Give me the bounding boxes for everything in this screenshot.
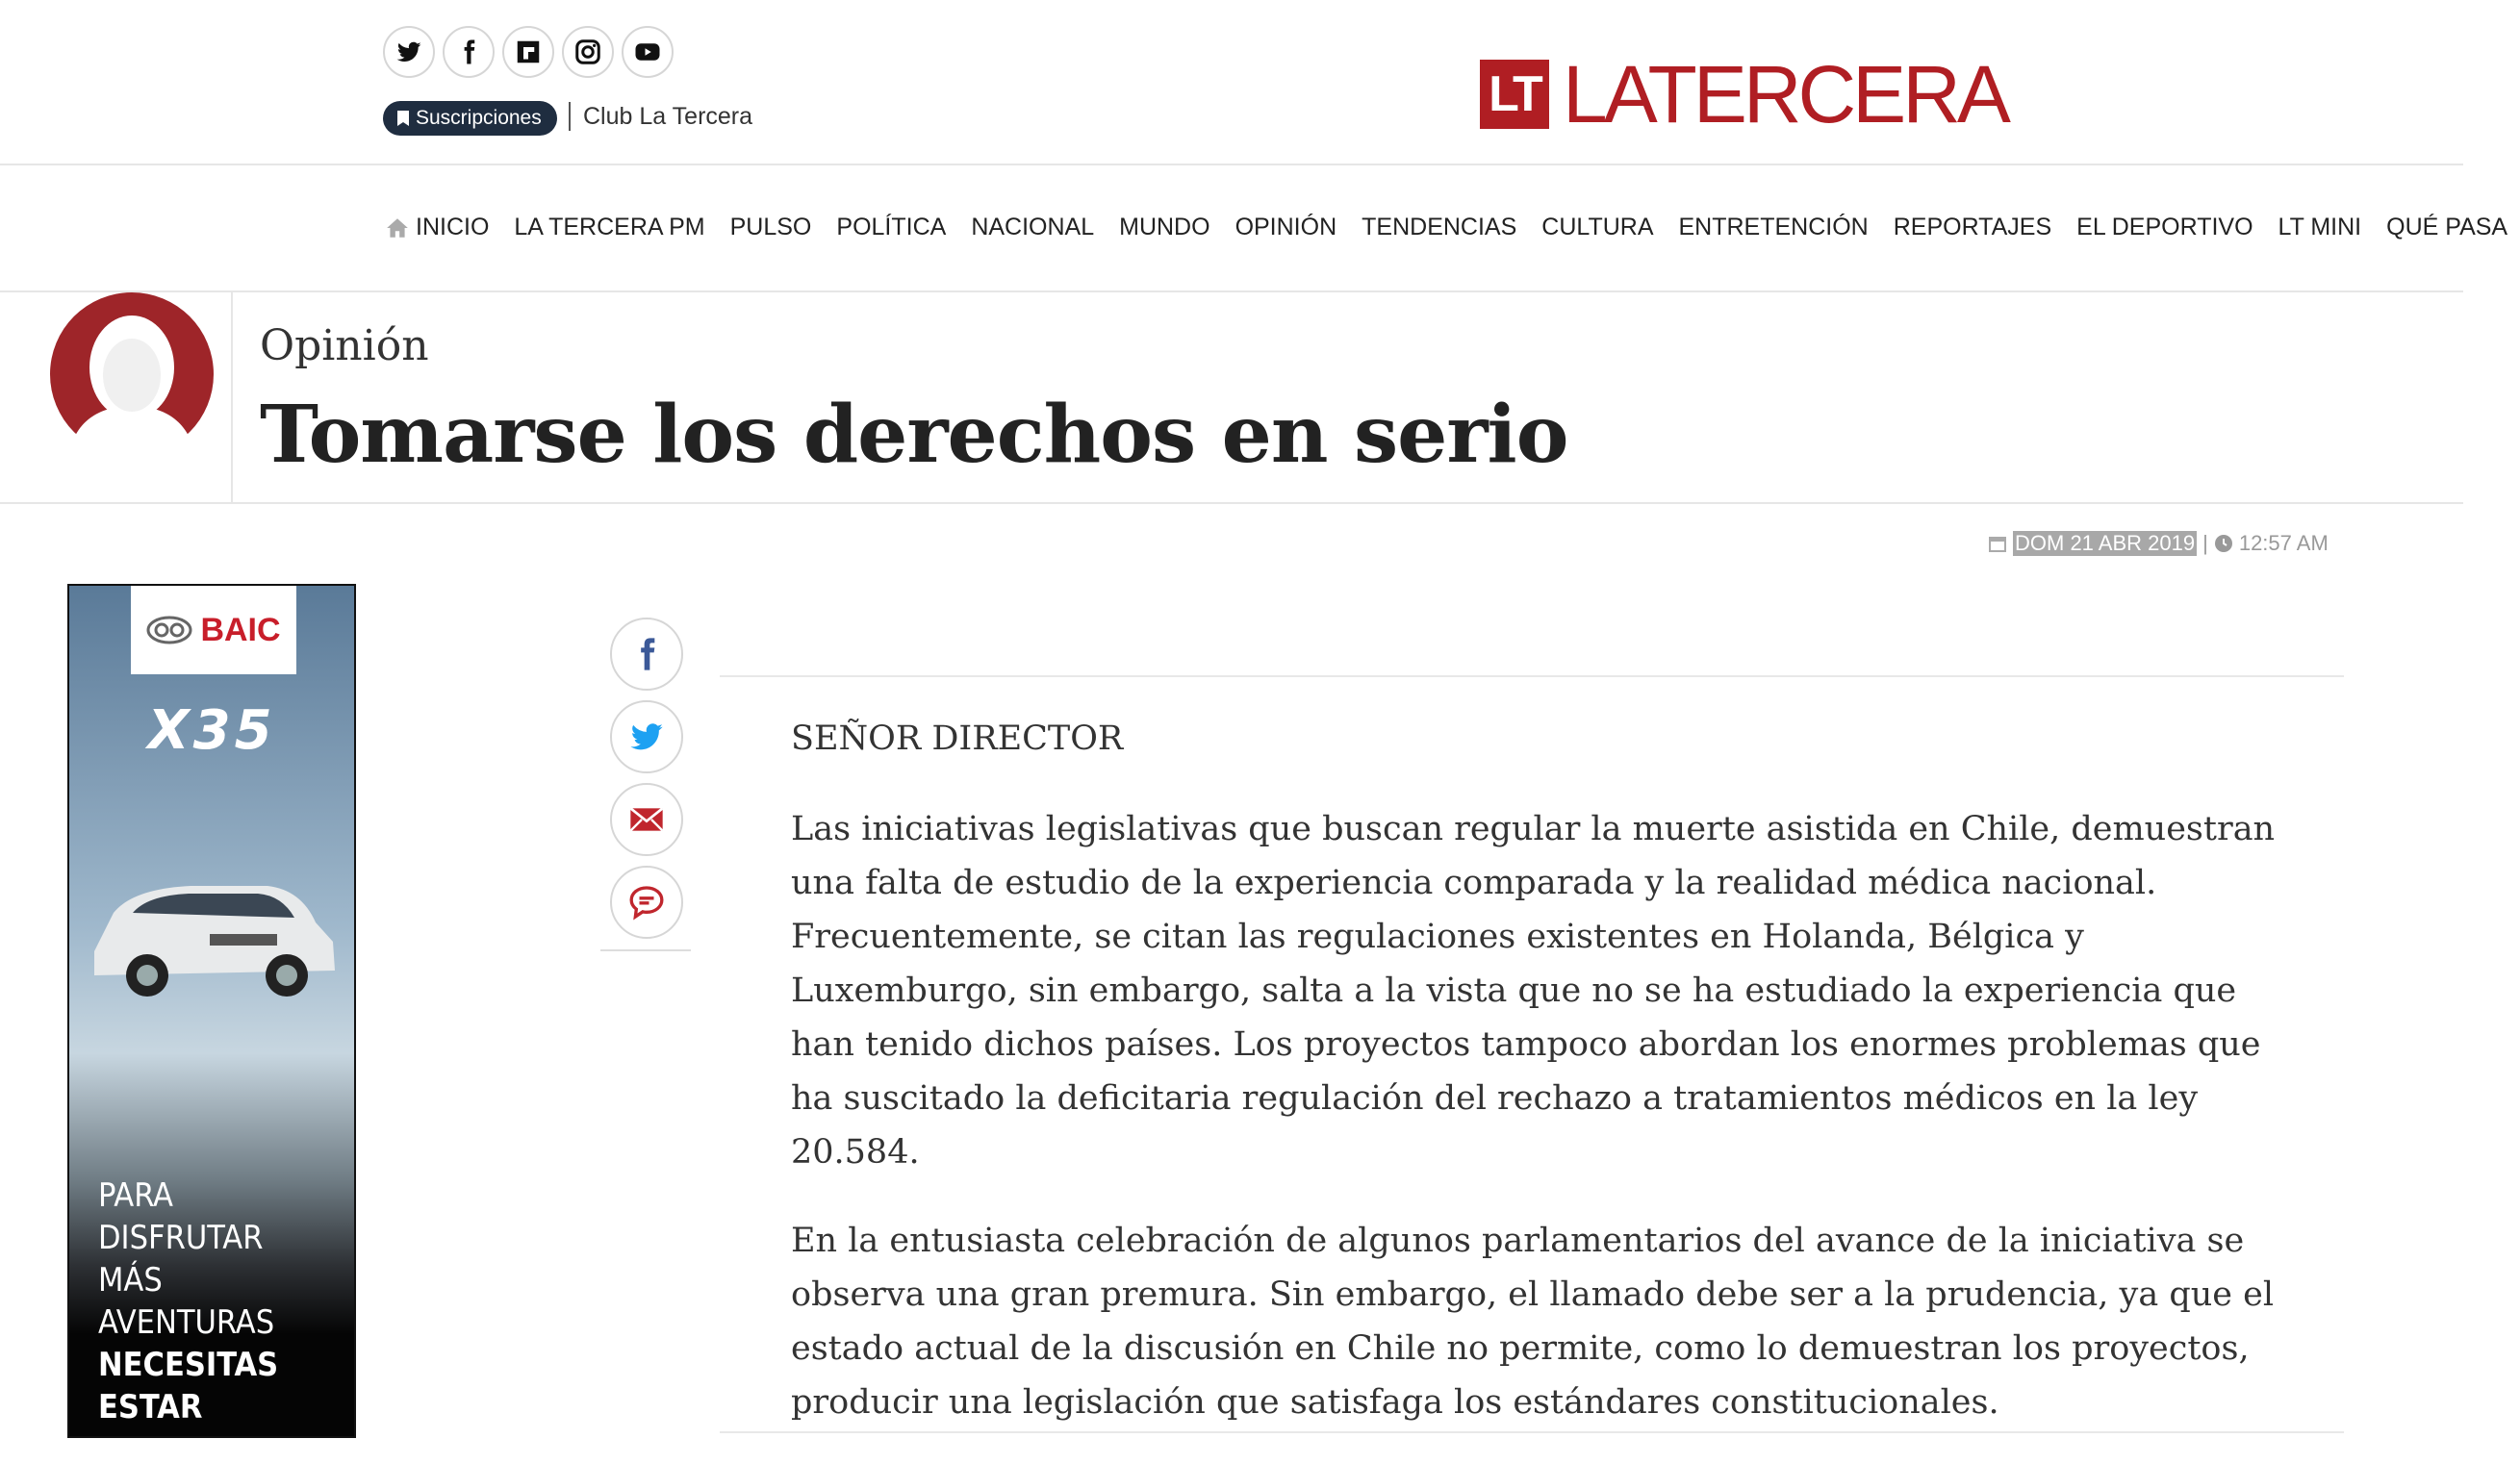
logo-text: LATERCERA bbox=[1563, 49, 2007, 139]
header-divider bbox=[569, 102, 571, 131]
ad-copy bbox=[98, 1174, 278, 1428]
share-bar bbox=[610, 618, 683, 939]
nav-item-la-tercera-pm[interactable]: LA TERCERA PM bbox=[514, 214, 705, 240]
main-nav bbox=[0, 165, 2508, 292]
calendar-icon bbox=[1988, 534, 2007, 553]
nav-item-mundo[interactable]: MUNDO bbox=[1119, 214, 1210, 240]
email-icon bbox=[627, 800, 666, 839]
nav-item-cultura[interactable]: CULTURA bbox=[1541, 214, 1654, 240]
nav-item-tendencias[interactable]: TENDENCIAS bbox=[1362, 214, 1517, 240]
site-header bbox=[0, 0, 2463, 165]
nav-item-opinion[interactable]: OPINIÓN bbox=[1235, 214, 1337, 240]
car-image bbox=[75, 846, 344, 1009]
clock-icon bbox=[2214, 534, 2233, 553]
nav-item-que-pasa[interactable]: QUÉ PASA bbox=[2386, 214, 2508, 240]
article-paragraph: Las iniciativas legislativas que buscan regular la muerte asistida en Chile, demuestran una falta de estudio de la experiencia comparada y la realidad médica nacional. Frecuentemente, se citan las regulaciones existentes en Holanda, Bélgica y Luxemburgo, sin embargo, salta a la vista que no se ha estudiado la experiencia que han tenido dichos países. Los proyectos tampoco abordan los enormes problemas que ha suscitado la deficitaria regulación del rechazo a tratamientos médicos en la ley 20.584. bbox=[791, 810, 2276, 1172]
nav-item-nacional[interactable]: NACIONAL bbox=[971, 214, 1095, 240]
share-email-button[interactable] bbox=[610, 783, 683, 856]
date-separator: | bbox=[2202, 531, 2208, 555]
author-avatar bbox=[50, 292, 214, 456]
article-rule-top bbox=[720, 675, 2344, 677]
ad-brand: BAIC bbox=[200, 611, 281, 648]
instagram-icon[interactable] bbox=[562, 26, 614, 78]
article-header bbox=[0, 292, 2463, 504]
home-icon bbox=[385, 215, 410, 240]
twitter-icon bbox=[627, 718, 666, 756]
nav-item-pulso[interactable]: PULSO bbox=[729, 214, 812, 240]
section-label[interactable]: Opinión bbox=[260, 321, 429, 370]
twitter-icon[interactable] bbox=[383, 26, 435, 78]
ad-copy-line: NECESITAS bbox=[98, 1346, 279, 1384]
article-rule-bottom bbox=[720, 1431, 2344, 1433]
youtube-icon[interactable] bbox=[622, 26, 674, 78]
share-divider bbox=[600, 949, 691, 951]
club-link[interactable]: Club La Tercera bbox=[583, 103, 753, 130]
subscriptions-label: Suscripciones bbox=[416, 107, 542, 129]
facebook-icon bbox=[627, 635, 666, 673]
ad-copy-line: AVENTURAS bbox=[98, 1303, 275, 1342]
salutation: SEÑOR DIRECTOR bbox=[791, 719, 1124, 758]
author-cell bbox=[0, 292, 233, 502]
person-placeholder-icon bbox=[50, 292, 214, 456]
nav-item-inicio[interactable] bbox=[385, 214, 501, 241]
nav-label: INICIO bbox=[416, 214, 490, 240]
article-dateline bbox=[1988, 531, 2329, 556]
article-title: Tomarse los derechos en serio bbox=[260, 389, 1568, 481]
baic-logo-icon bbox=[146, 616, 192, 644]
nav-item-lt-mini[interactable]: LT MINI bbox=[2278, 214, 2362, 240]
share-facebook-button[interactable] bbox=[610, 618, 683, 691]
bookmark-icon bbox=[396, 110, 410, 127]
nav-item-politica[interactable]: POLÍTICA bbox=[836, 214, 947, 240]
ad-copy-line: DISFRUTAR bbox=[98, 1219, 264, 1257]
article-body bbox=[791, 712, 2292, 1464]
social-links bbox=[383, 26, 674, 78]
flipboard-icon[interactable] bbox=[502, 26, 554, 78]
facebook-icon[interactable] bbox=[443, 26, 495, 78]
ad-copy-line: PARA bbox=[98, 1176, 173, 1215]
article-time: 12:57 AM bbox=[2238, 531, 2329, 555]
ad-model: X35 bbox=[147, 699, 276, 762]
site-logo[interactable] bbox=[1480, 49, 2007, 139]
article-paragraph: En la entusiasta celebración de algunos parlamentarios del avance de la iniciativa se observa una gran premura. Sin embargo, el llamado debe ser a la prudencia, ya que el estado actual de la discusión en Chile no permite, como lo demuestran los proyectos, producir una legislación que satisfaga los estándares constitucionales. bbox=[791, 1222, 2275, 1422]
comment-icon bbox=[627, 883, 666, 921]
ad-brand-plate bbox=[131, 586, 296, 674]
nav-item-el-deportivo[interactable]: EL DEPORTIVO bbox=[2076, 214, 2253, 240]
comments-button[interactable] bbox=[610, 866, 683, 939]
nav-item-entretencion[interactable]: ENTRETENCIÓN bbox=[1678, 214, 1869, 240]
subscriptions-button[interactable] bbox=[383, 101, 557, 136]
nav-list bbox=[385, 214, 2520, 241]
ad-copy-line: MÁS bbox=[98, 1261, 163, 1300]
share-twitter-button[interactable] bbox=[610, 700, 683, 773]
logo-mark: LT bbox=[1480, 60, 1549, 129]
article-date: DOM 21 ABR 2019 bbox=[2015, 531, 2196, 555]
sidebar-ad[interactable] bbox=[67, 584, 356, 1438]
ad-copy-line: ESTAR bbox=[98, 1388, 203, 1426]
nav-item-reportajes[interactable]: REPORTAJES bbox=[1893, 214, 2052, 240]
